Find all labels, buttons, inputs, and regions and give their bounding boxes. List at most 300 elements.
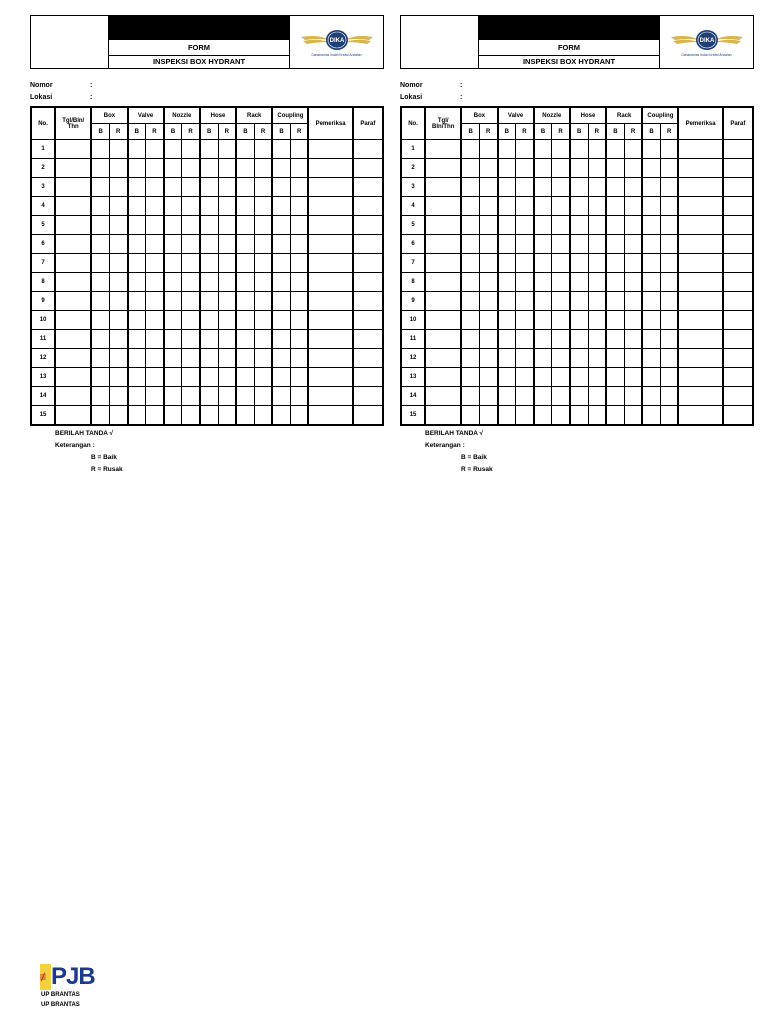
cell-coupling-r[interactable] — [290, 368, 308, 387]
cell-hose-r[interactable] — [218, 330, 236, 349]
cell-box-b[interactable] — [461, 235, 479, 254]
cell-rack-b[interactable] — [606, 178, 624, 197]
cell-initial[interactable] — [723, 311, 753, 330]
cell-rack-b[interactable] — [606, 330, 624, 349]
cell-nozzle-b[interactable] — [534, 349, 552, 368]
cell-nozzle-b[interactable] — [534, 254, 552, 273]
cell-nozzle-r[interactable] — [182, 235, 200, 254]
cell-coupling-b[interactable] — [642, 254, 660, 273]
cell-rack-b[interactable] — [606, 235, 624, 254]
cell-inspector[interactable] — [308, 140, 352, 159]
cell-valve-b[interactable] — [498, 273, 516, 292]
cell-coupling-b[interactable] — [272, 311, 290, 330]
cell-box-r[interactable] — [479, 216, 497, 235]
cell-inspector[interactable] — [678, 254, 722, 273]
cell-valve-b[interactable] — [128, 197, 146, 216]
meta-field-lokasi[interactable] — [30, 94, 384, 106]
cell-coupling-r[interactable] — [660, 159, 678, 178]
cell-valve-r[interactable] — [146, 235, 164, 254]
cell-nozzle-b[interactable] — [164, 406, 182, 426]
cell-coupling-b[interactable] — [272, 235, 290, 254]
cell-valve-r[interactable] — [516, 387, 534, 406]
cell-valve-r[interactable] — [516, 368, 534, 387]
cell-coupling-r[interactable] — [660, 311, 678, 330]
cell-box-b[interactable] — [461, 178, 479, 197]
cell-hose-b[interactable] — [570, 140, 588, 159]
cell-rack-r[interactable] — [624, 235, 642, 254]
cell-inspector[interactable] — [308, 311, 352, 330]
cell-box-r[interactable] — [109, 178, 127, 197]
cell-hose-b[interactable] — [200, 178, 218, 197]
cell-box-r[interactable] — [109, 311, 127, 330]
cell-rack-b[interactable] — [236, 330, 254, 349]
cell-valve-r[interactable] — [146, 387, 164, 406]
cell-nozzle-r[interactable] — [552, 406, 570, 426]
cell-hose-b[interactable] — [200, 235, 218, 254]
cell-initial[interactable] — [353, 311, 383, 330]
cell-date[interactable] — [55, 273, 91, 292]
cell-coupling-r[interactable] — [660, 178, 678, 197]
cell-nozzle-b[interactable] — [534, 330, 552, 349]
cell-valve-b[interactable] — [128, 254, 146, 273]
cell-rack-b[interactable] — [606, 292, 624, 311]
cell-coupling-b[interactable] — [642, 292, 660, 311]
cell-box-r[interactable] — [479, 159, 497, 178]
cell-valve-b[interactable] — [128, 311, 146, 330]
cell-date[interactable] — [55, 311, 91, 330]
cell-nozzle-b[interactable] — [164, 368, 182, 387]
cell-coupling-r[interactable] — [290, 330, 308, 349]
cell-valve-b[interactable] — [498, 159, 516, 178]
cell-box-r[interactable] — [109, 273, 127, 292]
cell-hose-b[interactable] — [570, 349, 588, 368]
cell-coupling-b[interactable] — [272, 406, 290, 426]
cell-box-b[interactable] — [91, 216, 109, 235]
cell-hose-b[interactable] — [200, 216, 218, 235]
cell-rack-b[interactable] — [606, 197, 624, 216]
cell-coupling-r[interactable] — [290, 178, 308, 197]
cell-rack-b[interactable] — [606, 387, 624, 406]
cell-box-b[interactable] — [461, 330, 479, 349]
cell-hose-b[interactable] — [570, 216, 588, 235]
cell-date[interactable] — [55, 159, 91, 178]
cell-coupling-r[interactable] — [290, 140, 308, 159]
cell-box-r[interactable] — [479, 235, 497, 254]
cell-valve-r[interactable] — [146, 349, 164, 368]
cell-coupling-r[interactable] — [660, 292, 678, 311]
cell-inspector[interactable] — [308, 178, 352, 197]
cell-box-b[interactable] — [461, 159, 479, 178]
cell-rack-r[interactable] — [624, 273, 642, 292]
cell-hose-b[interactable] — [570, 197, 588, 216]
cell-hose-r[interactable] — [218, 311, 236, 330]
cell-nozzle-r[interactable] — [552, 330, 570, 349]
cell-rack-b[interactable] — [606, 349, 624, 368]
cell-valve-r[interactable] — [146, 311, 164, 330]
cell-date[interactable] — [55, 292, 91, 311]
meta-field-nomor[interactable] — [400, 82, 754, 94]
cell-hose-r[interactable] — [588, 254, 606, 273]
cell-inspector[interactable] — [308, 292, 352, 311]
cell-box-b[interactable] — [91, 330, 109, 349]
cell-rack-b[interactable] — [236, 159, 254, 178]
cell-inspector[interactable] — [678, 235, 722, 254]
cell-nozzle-r[interactable] — [182, 197, 200, 216]
cell-initial[interactable] — [723, 216, 753, 235]
cell-rack-r[interactable] — [624, 216, 642, 235]
cell-rack-b[interactable] — [606, 406, 624, 426]
cell-box-r[interactable] — [479, 387, 497, 406]
cell-box-r[interactable] — [479, 311, 497, 330]
cell-valve-r[interactable] — [516, 273, 534, 292]
cell-initial[interactable] — [353, 140, 383, 159]
cell-coupling-b[interactable] — [642, 178, 660, 197]
cell-box-r[interactable] — [109, 216, 127, 235]
cell-nozzle-r[interactable] — [182, 140, 200, 159]
cell-date[interactable] — [425, 140, 461, 159]
cell-valve-r[interactable] — [516, 235, 534, 254]
cell-nozzle-b[interactable] — [534, 292, 552, 311]
cell-box-b[interactable] — [461, 216, 479, 235]
cell-rack-b[interactable] — [236, 387, 254, 406]
cell-initial[interactable] — [353, 178, 383, 197]
cell-initial[interactable] — [723, 273, 753, 292]
cell-hose-b[interactable] — [200, 292, 218, 311]
cell-rack-b[interactable] — [236, 311, 254, 330]
cell-initial[interactable] — [353, 235, 383, 254]
cell-nozzle-b[interactable] — [164, 235, 182, 254]
cell-coupling-b[interactable] — [272, 273, 290, 292]
cell-nozzle-r[interactable] — [182, 254, 200, 273]
cell-coupling-b[interactable] — [642, 216, 660, 235]
cell-coupling-b[interactable] — [272, 140, 290, 159]
cell-hose-r[interactable] — [588, 197, 606, 216]
cell-hose-b[interactable] — [200, 197, 218, 216]
cell-hose-r[interactable] — [218, 349, 236, 368]
cell-valve-r[interactable] — [146, 368, 164, 387]
cell-rack-b[interactable] — [606, 311, 624, 330]
cell-hose-b[interactable] — [200, 368, 218, 387]
cell-nozzle-b[interactable] — [164, 159, 182, 178]
cell-coupling-r[interactable] — [660, 349, 678, 368]
cell-hose-r[interactable] — [218, 235, 236, 254]
cell-date[interactable] — [55, 216, 91, 235]
cell-inspector[interactable] — [678, 178, 722, 197]
cell-coupling-b[interactable] — [272, 216, 290, 235]
cell-box-r[interactable] — [109, 197, 127, 216]
cell-date[interactable] — [425, 387, 461, 406]
cell-rack-r[interactable] — [254, 292, 272, 311]
cell-coupling-b[interactable] — [642, 197, 660, 216]
cell-nozzle-r[interactable] — [182, 292, 200, 311]
cell-coupling-b[interactable] — [642, 387, 660, 406]
cell-valve-b[interactable] — [498, 406, 516, 426]
cell-date[interactable] — [425, 406, 461, 426]
cell-initial[interactable] — [723, 254, 753, 273]
cell-date[interactable] — [55, 406, 91, 426]
cell-box-r[interactable] — [109, 235, 127, 254]
cell-rack-r[interactable] — [254, 349, 272, 368]
cell-box-b[interactable] — [461, 292, 479, 311]
cell-box-b[interactable] — [461, 387, 479, 406]
cell-box-b[interactable] — [91, 292, 109, 311]
cell-initial[interactable] — [353, 292, 383, 311]
cell-nozzle-r[interactable] — [552, 387, 570, 406]
cell-valve-r[interactable] — [146, 197, 164, 216]
cell-rack-b[interactable] — [236, 178, 254, 197]
cell-nozzle-b[interactable] — [164, 273, 182, 292]
cell-rack-r[interactable] — [254, 254, 272, 273]
cell-box-r[interactable] — [109, 254, 127, 273]
cell-nozzle-b[interactable] — [164, 387, 182, 406]
cell-inspector[interactable] — [308, 406, 352, 426]
cell-coupling-b[interactable] — [272, 159, 290, 178]
cell-initial[interactable] — [723, 406, 753, 426]
cell-valve-b[interactable] — [498, 140, 516, 159]
cell-rack-b[interactable] — [236, 292, 254, 311]
cell-nozzle-r[interactable] — [182, 216, 200, 235]
cell-coupling-r[interactable] — [660, 330, 678, 349]
cell-hose-r[interactable] — [218, 140, 236, 159]
cell-rack-b[interactable] — [236, 368, 254, 387]
cell-coupling-r[interactable] — [290, 292, 308, 311]
cell-hose-b[interactable] — [200, 273, 218, 292]
cell-box-r[interactable] — [479, 178, 497, 197]
cell-rack-r[interactable] — [624, 368, 642, 387]
cell-inspector[interactable] — [308, 216, 352, 235]
cell-valve-r[interactable] — [516, 292, 534, 311]
cell-hose-r[interactable] — [588, 178, 606, 197]
cell-box-r[interactable] — [479, 349, 497, 368]
cell-initial[interactable] — [353, 216, 383, 235]
cell-date[interactable] — [425, 273, 461, 292]
cell-rack-r[interactable] — [254, 216, 272, 235]
cell-valve-r[interactable] — [516, 406, 534, 426]
cell-hose-b[interactable] — [570, 178, 588, 197]
cell-hose-r[interactable] — [588, 349, 606, 368]
cell-initial[interactable] — [353, 330, 383, 349]
cell-nozzle-r[interactable] — [182, 159, 200, 178]
cell-coupling-b[interactable] — [642, 159, 660, 178]
cell-initial[interactable] — [723, 387, 753, 406]
cell-nozzle-r[interactable] — [552, 140, 570, 159]
cell-nozzle-b[interactable] — [164, 140, 182, 159]
cell-valve-r[interactable] — [516, 254, 534, 273]
cell-nozzle-b[interactable] — [534, 197, 552, 216]
cell-coupling-r[interactable] — [290, 311, 308, 330]
cell-box-b[interactable] — [91, 349, 109, 368]
cell-initial[interactable] — [353, 406, 383, 426]
cell-inspector[interactable] — [308, 159, 352, 178]
cell-rack-b[interactable] — [236, 273, 254, 292]
cell-rack-r[interactable] — [624, 406, 642, 426]
cell-rack-r[interactable] — [254, 159, 272, 178]
cell-nozzle-b[interactable] — [164, 254, 182, 273]
cell-nozzle-b[interactable] — [164, 216, 182, 235]
cell-box-r[interactable] — [109, 159, 127, 178]
cell-coupling-b[interactable] — [272, 178, 290, 197]
cell-date[interactable] — [425, 368, 461, 387]
cell-hose-r[interactable] — [588, 235, 606, 254]
cell-nozzle-r[interactable] — [182, 349, 200, 368]
cell-rack-r[interactable] — [624, 178, 642, 197]
cell-valve-b[interactable] — [498, 387, 516, 406]
cell-rack-r[interactable] — [254, 330, 272, 349]
cell-valve-r[interactable] — [146, 273, 164, 292]
cell-coupling-b[interactable] — [642, 140, 660, 159]
cell-initial[interactable] — [353, 197, 383, 216]
cell-rack-b[interactable] — [236, 349, 254, 368]
cell-hose-b[interactable] — [200, 387, 218, 406]
cell-nozzle-r[interactable] — [552, 254, 570, 273]
cell-inspector[interactable] — [308, 349, 352, 368]
cell-box-b[interactable] — [91, 254, 109, 273]
cell-coupling-r[interactable] — [290, 349, 308, 368]
cell-valve-b[interactable] — [128, 387, 146, 406]
cell-box-r[interactable] — [109, 406, 127, 426]
cell-coupling-r[interactable] — [660, 406, 678, 426]
cell-initial[interactable] — [353, 273, 383, 292]
cell-initial[interactable] — [353, 254, 383, 273]
cell-box-r[interactable] — [109, 368, 127, 387]
cell-hose-b[interactable] — [570, 254, 588, 273]
cell-nozzle-b[interactable] — [534, 178, 552, 197]
cell-date[interactable] — [425, 292, 461, 311]
cell-coupling-r[interactable] — [660, 216, 678, 235]
cell-box-r[interactable] — [479, 368, 497, 387]
cell-coupling-r[interactable] — [290, 406, 308, 426]
cell-hose-r[interactable] — [588, 406, 606, 426]
cell-inspector[interactable] — [308, 235, 352, 254]
cell-box-b[interactable] — [91, 197, 109, 216]
cell-valve-b[interactable] — [128, 235, 146, 254]
cell-coupling-b[interactable] — [272, 254, 290, 273]
cell-initial[interactable] — [723, 140, 753, 159]
cell-valve-b[interactable] — [128, 406, 146, 426]
cell-coupling-r[interactable] — [290, 159, 308, 178]
cell-valve-r[interactable] — [146, 292, 164, 311]
cell-hose-b[interactable] — [200, 406, 218, 426]
cell-valve-b[interactable] — [128, 216, 146, 235]
cell-rack-r[interactable] — [254, 311, 272, 330]
cell-nozzle-r[interactable] — [552, 197, 570, 216]
cell-nozzle-r[interactable] — [552, 273, 570, 292]
cell-valve-r[interactable] — [146, 254, 164, 273]
cell-coupling-r[interactable] — [290, 273, 308, 292]
cell-box-b[interactable] — [91, 235, 109, 254]
cell-nozzle-r[interactable] — [552, 178, 570, 197]
cell-box-r[interactable] — [479, 292, 497, 311]
cell-box-b[interactable] — [461, 254, 479, 273]
cell-hose-r[interactable] — [218, 368, 236, 387]
cell-coupling-r[interactable] — [660, 197, 678, 216]
cell-nozzle-r[interactable] — [182, 178, 200, 197]
cell-nozzle-b[interactable] — [534, 216, 552, 235]
cell-coupling-b[interactable] — [272, 368, 290, 387]
cell-hose-b[interactable] — [570, 368, 588, 387]
cell-date[interactable] — [425, 254, 461, 273]
cell-nozzle-b[interactable] — [164, 330, 182, 349]
cell-valve-b[interactable] — [128, 159, 146, 178]
cell-box-b[interactable] — [91, 368, 109, 387]
cell-date[interactable] — [425, 197, 461, 216]
cell-nozzle-r[interactable] — [552, 159, 570, 178]
cell-valve-r[interactable] — [516, 140, 534, 159]
cell-valve-r[interactable] — [516, 330, 534, 349]
cell-coupling-r[interactable] — [660, 140, 678, 159]
cell-rack-b[interactable] — [236, 254, 254, 273]
cell-date[interactable] — [425, 216, 461, 235]
cell-hose-r[interactable] — [588, 368, 606, 387]
cell-valve-b[interactable] — [498, 368, 516, 387]
cell-box-b[interactable] — [461, 349, 479, 368]
cell-valve-r[interactable] — [516, 349, 534, 368]
cell-rack-r[interactable] — [254, 273, 272, 292]
cell-coupling-r[interactable] — [290, 235, 308, 254]
cell-hose-r[interactable] — [588, 330, 606, 349]
cell-date[interactable] — [55, 197, 91, 216]
cell-nozzle-b[interactable] — [164, 178, 182, 197]
cell-rack-b[interactable] — [606, 216, 624, 235]
cell-hose-r[interactable] — [218, 216, 236, 235]
cell-rack-r[interactable] — [254, 368, 272, 387]
cell-hose-r[interactable] — [588, 387, 606, 406]
cell-box-b[interactable] — [461, 197, 479, 216]
cell-box-r[interactable] — [109, 349, 127, 368]
cell-valve-r[interactable] — [146, 159, 164, 178]
cell-nozzle-r[interactable] — [182, 273, 200, 292]
cell-rack-r[interactable] — [254, 197, 272, 216]
cell-coupling-r[interactable] — [660, 387, 678, 406]
cell-inspector[interactable] — [678, 197, 722, 216]
cell-nozzle-r[interactable] — [552, 235, 570, 254]
cell-valve-b[interactable] — [128, 330, 146, 349]
cell-valve-r[interactable] — [146, 178, 164, 197]
cell-date[interactable] — [425, 311, 461, 330]
cell-valve-b[interactable] — [498, 254, 516, 273]
cell-rack-r[interactable] — [254, 140, 272, 159]
cell-inspector[interactable] — [308, 197, 352, 216]
cell-valve-r[interactable] — [516, 216, 534, 235]
cell-initial[interactable] — [723, 368, 753, 387]
cell-coupling-b[interactable] — [642, 235, 660, 254]
cell-coupling-b[interactable] — [272, 387, 290, 406]
cell-valve-b[interactable] — [128, 178, 146, 197]
cell-box-b[interactable] — [91, 273, 109, 292]
cell-nozzle-r[interactable] — [552, 216, 570, 235]
cell-date[interactable] — [55, 330, 91, 349]
cell-date[interactable] — [425, 159, 461, 178]
cell-box-r[interactable] — [109, 387, 127, 406]
cell-coupling-b[interactable] — [272, 197, 290, 216]
cell-coupling-b[interactable] — [642, 406, 660, 426]
cell-valve-r[interactable] — [146, 330, 164, 349]
cell-inspector[interactable] — [308, 330, 352, 349]
cell-initial[interactable] — [353, 368, 383, 387]
cell-inspector[interactable] — [308, 273, 352, 292]
cell-hose-b[interactable] — [200, 330, 218, 349]
cell-nozzle-b[interactable] — [534, 140, 552, 159]
cell-rack-r[interactable] — [624, 311, 642, 330]
cell-valve-b[interactable] — [498, 235, 516, 254]
cell-coupling-b[interactable] — [272, 330, 290, 349]
cell-valve-b[interactable] — [498, 178, 516, 197]
cell-hose-b[interactable] — [570, 387, 588, 406]
cell-inspector[interactable] — [678, 216, 722, 235]
cell-nozzle-r[interactable] — [182, 311, 200, 330]
cell-rack-b[interactable] — [236, 197, 254, 216]
cell-nozzle-b[interactable] — [534, 406, 552, 426]
